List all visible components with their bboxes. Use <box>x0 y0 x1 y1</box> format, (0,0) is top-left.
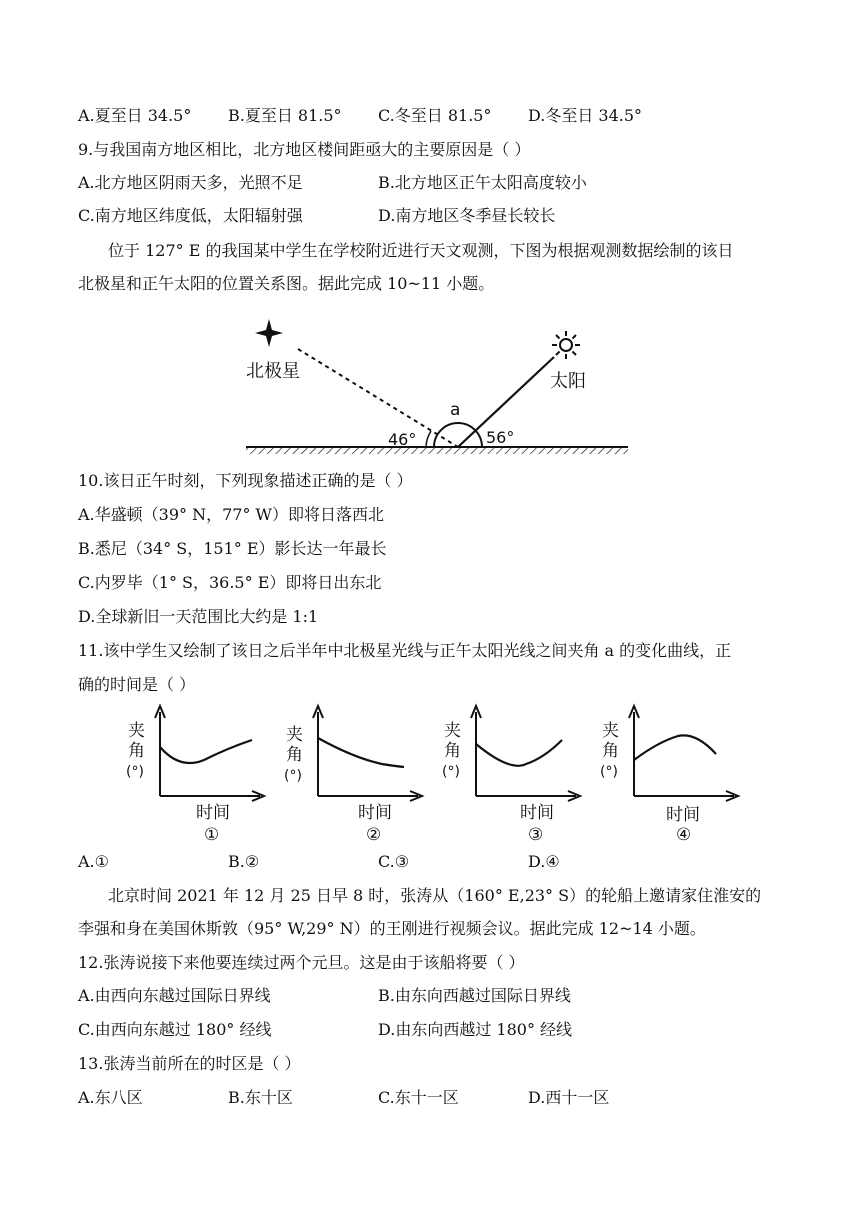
graph-2-number: ② <box>366 825 382 845</box>
graph-1-ylabel-1: 夹 <box>128 721 145 741</box>
right-angle-label: 56° <box>486 428 515 447</box>
q11-option-d: D.④ <box>528 852 560 871</box>
graph-4-ylabel-1: 夹 <box>602 721 619 741</box>
polaris-star-icon <box>255 319 283 347</box>
q12-option-d: D.由东向西越过 180° 经线 <box>378 1020 573 1039</box>
angle-a-label: a <box>450 400 461 420</box>
graph-4-ylabel-2: 角 <box>602 741 619 761</box>
graph-1-xlabel: 时间 <box>196 803 230 823</box>
q9-option-d: D.南方地区冬季昼长较长 <box>378 206 556 225</box>
graph-3-ylabel-1: 夹 <box>444 721 461 741</box>
q13-option-a: A.东八区 <box>78 1088 143 1107</box>
q9-option-c: C.南方地区纬度低，太阳辐射强 <box>78 206 303 225</box>
q12-option-b: B.由东向西越过国际日界线 <box>378 986 571 1005</box>
angle-change-graph-3 <box>440 700 590 848</box>
q9-option-a: A.北方地区阴雨天多，光照不足 <box>78 173 303 192</box>
q11-option-a: A.① <box>78 852 109 871</box>
sun-icon <box>552 331 580 359</box>
curve-2 <box>318 738 404 767</box>
q11-stem-line2: 确的时间是（ ） <box>78 675 196 694</box>
angle-a-arc <box>434 423 482 447</box>
q11-stem-line1: 11.该中学生又绘制了该日之后半年中北极星光线与正午太阳光线之间夹角 a 的变化曲线，正 <box>78 641 732 660</box>
passage1-line1: 位于 127° E 的我国某中学生在学校附近进行天文观测，下图为根据观测数据绘制的该日 <box>108 241 734 260</box>
graph-1-ylabel-3: (°) <box>126 764 144 780</box>
graph-1-number: ① <box>204 825 220 845</box>
q11-option-c: C.③ <box>378 852 410 871</box>
q13-stem: 13.张涛当前所在的时区是（ ） <box>78 1054 301 1073</box>
graph-1-ylabel-2: 角 <box>128 741 145 761</box>
sun-label: 太阳 <box>550 371 586 392</box>
graph-3-ylabel-2: 角 <box>444 741 461 761</box>
q8-option-d: D.冬至日 34.5° <box>528 106 643 125</box>
graph-4-ylabel-3: (°) <box>600 764 618 780</box>
q12-option-a: A.由西向东越过国际日界线 <box>78 986 271 1005</box>
q13-option-c: C.东十一区 <box>378 1088 459 1107</box>
polaris-sight-line <box>298 349 461 447</box>
q10-option-b: B.悉尼（34° S，151° E）影长达一年最长 <box>78 539 387 558</box>
graph-2-ylabel-3: (°) <box>284 768 302 784</box>
passage1-line2: 北极星和正午太阳的位置关系图。据此完成 10~11 小题。 <box>78 274 495 293</box>
left-angle-arc <box>426 431 431 447</box>
angle-change-graph-2 <box>282 700 432 848</box>
angle-change-graph-4 <box>598 700 748 848</box>
left-angle-label: 46° <box>388 430 417 449</box>
graph-3-number: ③ <box>528 825 544 845</box>
angle-change-graph-1 <box>124 700 274 848</box>
graph-3-xlabel: 时间 <box>520 803 554 823</box>
q12-option-c: C.由西向东越过 180° 经线 <box>78 1020 272 1039</box>
graph-2-xlabel: 时间 <box>358 803 392 823</box>
passage2-line2: 李强和身在美国休斯敦（95° W,29° N）的王刚进行视频会议。据此完成 12~14 小题。 <box>78 919 706 938</box>
q10-stem: 10.该日正午时刻，下列现象描述正确的是（ ） <box>78 471 413 490</box>
q8-option-a: A.夏至日 34.5° <box>78 106 192 125</box>
q13-option-b: B.东十区 <box>228 1088 293 1107</box>
q9-stem: 9.与我国南方地区相比，北方地区楼间距亟大的主要原因是（ ） <box>78 140 531 159</box>
curve-1 <box>160 740 252 763</box>
q8-option-b: B.夏至日 81.5° <box>228 106 342 125</box>
graph-2-ylabel-1: 夹 <box>286 725 303 745</box>
polaris-sun-diagram <box>236 315 636 460</box>
q10-option-c: C.内罗毕（1° S，36.5° E）即将日出东北 <box>78 573 382 592</box>
curve-4 <box>634 735 716 760</box>
polaris-label: 北极星 <box>246 361 300 382</box>
q12-stem: 12.张涛说接下来他要连续过两个元旦。这是由于该船将要（ ） <box>78 953 525 972</box>
q11-option-b: B.② <box>228 852 260 871</box>
ground-hatch <box>246 447 628 454</box>
passage2-line1: 北京时间 2021 年 12 月 25 日早 8 时，张涛从（160° E,23° S）的轮船上邀请家住淮安的 <box>108 886 762 905</box>
curve-3 <box>476 740 562 766</box>
q10-option-d: D.全球新旧一天范围比大约是 1:1 <box>78 607 319 626</box>
graph-3-ylabel-3: (°) <box>442 764 460 780</box>
q10-option-a: A.华盛顿（39° N，77° W）即将日落西北 <box>78 505 384 524</box>
q8-option-c: C.冬至日 81.5° <box>378 106 492 125</box>
q13-option-d: D.西十一区 <box>528 1088 610 1107</box>
graph-4-number: ④ <box>676 825 692 845</box>
graph-2-ylabel-2: 角 <box>286 745 303 765</box>
q9-option-b: B.北方地区正午太阳高度较小 <box>378 173 587 192</box>
graph-4-xlabel: 时间 <box>666 805 700 825</box>
